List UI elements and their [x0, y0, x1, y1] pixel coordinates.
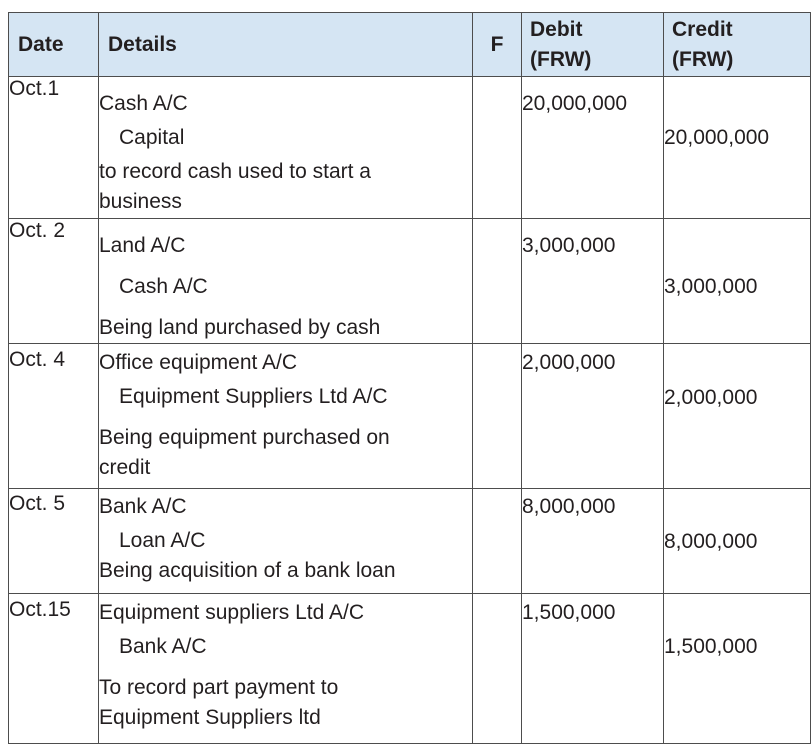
header-details	[99, 13, 473, 77]
narration-line: credit	[99, 456, 151, 479]
narration-line: Being acquisition of a bank loan	[99, 559, 396, 582]
debit-account: Land A/C	[99, 234, 186, 257]
debit-amount: 3,000,000	[522, 234, 616, 257]
credit-amount: 20,000,000	[664, 126, 770, 149]
entry-details	[99, 489, 473, 594]
debit-amount: 1,500,000	[522, 601, 616, 624]
credit-amount: 2,000,000	[664, 386, 758, 409]
entry-debit-cell	[522, 594, 664, 744]
debit-amount: 8,000,000	[522, 495, 616, 518]
entry-date: Oct. 2	[9, 219, 99, 344]
entry-folio	[473, 489, 522, 594]
entry-credit-cell	[664, 344, 811, 489]
entry-details	[99, 594, 473, 744]
entry-debit-cell	[522, 219, 664, 344]
entry-credit-cell	[664, 489, 811, 594]
header-credit-unit: (FRW)	[672, 48, 734, 71]
entry-credit-cell	[664, 219, 811, 344]
credit-account: Bank A/C	[119, 635, 207, 658]
entry-folio	[473, 77, 522, 219]
journal-entry-row	[9, 594, 811, 744]
credit-account: Equipment Suppliers Ltd A/C	[119, 385, 388, 408]
entry-date: Oct.1	[9, 77, 99, 219]
narration-line: Equipment Suppliers ltd	[99, 706, 321, 729]
entry-date: Oct. 4	[9, 344, 99, 489]
header-folio	[473, 13, 522, 77]
entry-details	[99, 219, 473, 344]
journal-entry-row	[9, 344, 811, 489]
entry-folio	[473, 594, 522, 744]
credit-amount: 8,000,000	[664, 530, 758, 553]
journal-entry-row	[9, 77, 811, 219]
journal-entry-row	[9, 219, 811, 344]
entry-details	[99, 344, 473, 489]
entry-credit-cell	[664, 594, 811, 744]
journal-table	[8, 12, 811, 744]
credit-amount: 3,000,000	[664, 275, 758, 298]
credit-amount: 1,500,000	[664, 635, 758, 658]
header-date	[9, 13, 99, 77]
credit-account: Cash A/C	[119, 275, 208, 298]
header-folio-label: F	[490, 32, 504, 56]
narration-line: Being equipment purchased on	[99, 426, 390, 449]
header-row	[9, 13, 811, 77]
debit-amount: 2,000,000	[522, 351, 616, 374]
narration-line: business	[99, 190, 182, 213]
header-credit	[664, 13, 811, 77]
narration-line: Being land purchased by cash	[99, 316, 381, 339]
entry-debit-cell	[522, 344, 664, 489]
narration-line: To record part payment to	[99, 676, 339, 699]
entry-details	[99, 77, 473, 219]
credit-account: Capital	[119, 126, 185, 149]
header-date-label: Date	[18, 32, 64, 56]
narration-line: to record cash used to start a	[99, 160, 371, 183]
debit-account: Equipment suppliers Ltd A/C	[99, 601, 364, 624]
header-debit	[522, 13, 664, 77]
entry-folio	[473, 219, 522, 344]
header-details-label: Details	[108, 32, 177, 56]
header-credit-label: Credit	[672, 18, 733, 41]
credit-account: Loan A/C	[119, 529, 206, 552]
entry-folio	[473, 344, 522, 489]
entry-debit-cell	[522, 489, 664, 594]
header-debit-label: Debit	[530, 18, 583, 41]
debit-account: Office equipment A/C	[99, 351, 298, 374]
debit-account: Cash A/C	[99, 92, 188, 115]
entry-date: Oct.15	[9, 594, 99, 744]
header-debit-unit: (FRW)	[530, 48, 592, 71]
entry-credit-cell	[664, 77, 811, 219]
debit-account: Bank A/C	[99, 495, 187, 518]
entry-debit-cell	[522, 77, 664, 219]
journal-entry-row	[9, 489, 811, 594]
entry-date: Oct. 5	[9, 489, 99, 594]
debit-amount: 20,000,000	[522, 92, 628, 115]
